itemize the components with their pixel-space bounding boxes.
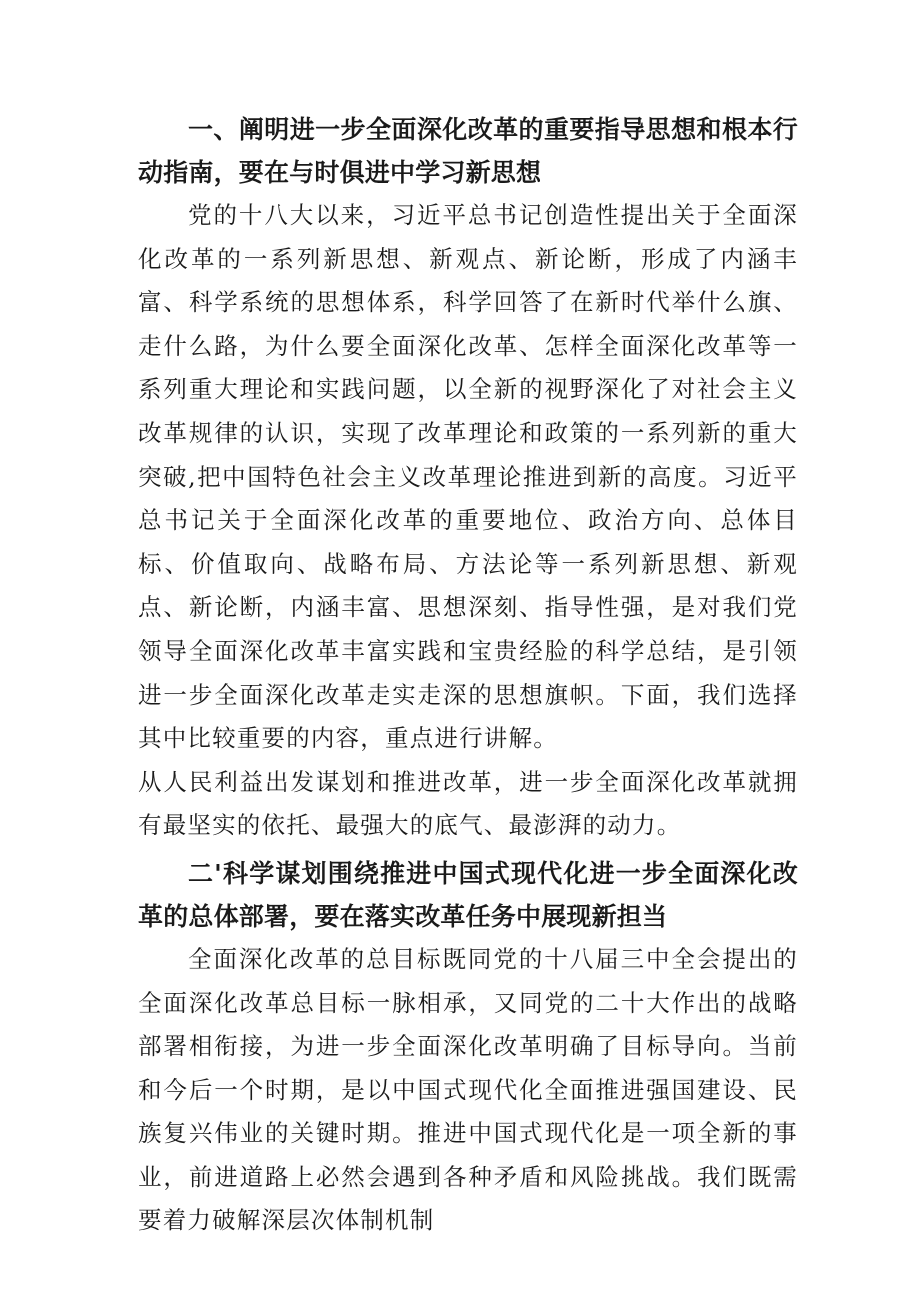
body-paragraph-2: 从人民利益出发谋划和推进改革，进一步全面深化改革就拥有最坚实的依托、最强大的底气、最澎湃的动力。 — [138, 767, 798, 840]
document-content — [138, 108, 798, 1243]
section-heading-2: 二'科学谋划围绕推进中国式现代化进一步全面深化改革的总体部署，要在落实改革任务中展现新担当 — [138, 858, 798, 931]
body-paragraph-3: 全面深化改革的总目标既同党的十八届三中全会提出的全面深化改革总目标一脉相承，又同党的二十大作出的战略部署相衔接，为进一步全面深化改革明确了目标导向。当前和今后一个时期，是以中国式现代化全面推进强国建设、民族复兴伟业的关键时期。推进中国式现代化是一项全新的事业，前进道路上必然会遇到各种矛盾和风险挑战。我们既需要着力破解深层次体制机制 — [138, 944, 798, 1235]
section-heading-1: 一、阐明进一步全面深化改革的重要指导思想和根本行动指南，要在与时俱进中学习新思想 — [138, 115, 798, 187]
body-paragraph-1: 党的十八大以来，习近平总书记创造性提出关于全面深化改革的一系列新思想、新观点、新论断，形成了内涵丰富、科学系统的思想体系，科学回答了在新时代举什么旗、走什么路，为什么要全面深化改革、怎样全面深化改革等一系列重大理论和实践问题，以全新的视野深化了对社会主义改革规律的认识，实现了改革理论和政策的一系列新的重大突破,把中国特色社会主义改革理论推进到新的高度。习近平总书记关于全面深化改革的重要地位、政治方向、总体目标、价值取向、战略布局、方法论等一系列新思想、新观点、新论断，内涵丰富、思想深刻、指导性强，是对我们党领导全面深化改革丰富实践和宝贵经脸的科学总结，是引领进一步全面深化改革走实走深的思想旗帜。下面，我们选择其中比较重要的内容，重点进行讲解。 — [138, 201, 798, 753]
